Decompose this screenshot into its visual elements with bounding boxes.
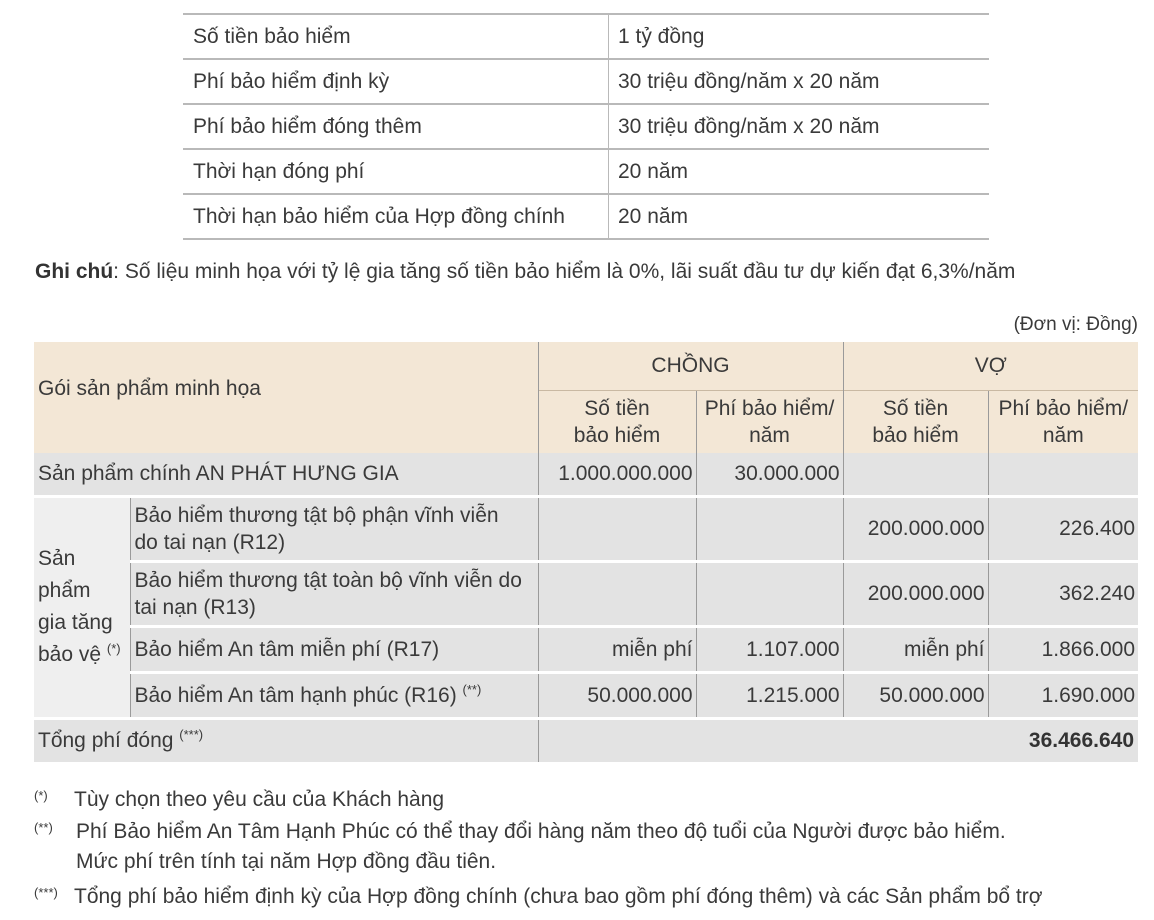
husband-header: CHỒNG [538,342,843,390]
rider-name [130,561,538,626]
rider-mark: (**) [462,681,482,697]
summary-row [183,59,989,104]
wife-sum-header [843,390,988,453]
rider-name-text: Bảo hiểm An tâm hạnh phúc (R16) [134,683,457,707]
main-product-label: Sản phẩm chính AN PHÁT HƯNG GIA [34,453,538,496]
footnote [34,885,1043,909]
rider-row [34,561,1138,626]
package-header [34,342,538,453]
rider-name [130,672,538,718]
group-line [38,639,126,671]
summary-value: 1 tỷ đồng [609,14,990,59]
summary-value: 20 năm [609,149,990,194]
header-line: Số tiền [882,396,949,420]
husband-sum: miễn phí [538,626,696,672]
husband-fee: 1.107.000 [696,626,843,672]
total-mark: (***) [179,727,204,743]
summary-label: Phí bảo hiểm định kỳ [183,59,609,104]
summary-label: Thời hạn đóng phí [183,149,609,194]
total-label [34,718,538,762]
footnote-mark: (***) [34,885,58,900]
footnote-text: Tổng phí bảo hiểm định kỳ của Hợp đồng chính (chưa bao gồm phí đóng thêm) và các Sản phẩm bổ trợ [74,885,1043,908]
table-header-row [34,342,1138,390]
group-line: gia tăng [38,611,113,634]
total-row [34,718,1138,762]
summary-row [183,104,989,149]
header-line: bảo hiểm [872,423,959,447]
wife-sum: 200.000.000 [843,561,988,626]
rider-name: Bảo hiểm An tâm miễn phí (R17) [130,626,538,672]
husband-sum [538,496,696,561]
summary-label: Phí bảo hiểm đóng thêm [183,104,609,149]
husband-sum: 50.000.000 [538,672,696,718]
unit-label: (Đơn vị: Đồng) [1013,314,1138,335]
summary-value: 30 triệu đồng/năm x 20 năm [609,59,990,104]
wife-fee: 1.690.000 [988,672,1138,718]
group-line: phẩm [38,579,91,602]
group-line-text: bảo vệ [38,643,102,666]
husband-sum-header [538,390,696,453]
wife-sum: miễn phí [843,626,988,672]
rider-row [34,496,1138,561]
header-line: Phí bảo hiểm/ [704,396,835,420]
note-label: Ghi chú [35,260,114,283]
rider-name-line: Bảo hiểm thương tật toàn bộ vĩnh viễn do [134,568,522,592]
total-label-text: Tổng phí đóng [38,729,174,753]
footnote-text: Mức phí trên tính tại năm Hợp đồng đầu tiên. [76,850,497,873]
summary-row [183,14,989,59]
note-text: : Số liệu minh họa với tỷ lệ gia tăng số tiền bảo hiểm là 0%, lãi suất đầu tư dự kiến đạt 6,3%/năm [113,260,1016,283]
summary-label: Số tiền bảo hiểm [183,14,609,59]
husband-fee: 1.215.000 [696,672,843,718]
summary-value: 30 triệu đồng/năm x 20 năm [609,104,990,149]
wife-fee: 226.400 [988,496,1138,561]
header-line: Phí bảo hiểm/ [998,396,1129,420]
rider-name-line: Bảo hiểm thương tật bộ phận vĩnh viễn [134,503,499,527]
husband-fee [696,561,843,626]
header-line: Số tiền [584,396,650,420]
summary-row [183,194,989,239]
husband-fee [696,496,843,561]
footnote-mark: (**) [34,820,53,835]
header-line: năm [1042,423,1084,447]
wife-sum: 50.000.000 [843,672,988,718]
rider-name-line: tai nạn (R13) [134,595,256,619]
illustration-note [35,260,1015,284]
header-line: bảo hiểm [573,423,661,447]
rider-group-label [34,496,130,718]
footnote-text: Tùy chọn theo yêu cầu của Khách hàng [74,788,445,811]
footnote [34,820,1006,874]
footnote [34,788,444,812]
main-product-row [34,453,1138,496]
footnote-text: Phí Bảo hiểm An Tâm Hạnh Phúc có thể thay đổi hàng năm theo độ tuổi của Người được bảo hiểm. [76,820,1006,843]
product-table [34,342,1138,762]
wife-fee: 1.866.000 [988,626,1138,672]
footnote-mark: (*) [34,788,48,803]
rider-name-line: do tai nạn (R12) [134,530,286,554]
summary-row [183,149,989,194]
summary-table [183,13,989,240]
summary-label: Thời hạn bảo hiểm của Hợp đồng chính [183,194,609,239]
wife-fee [988,453,1138,496]
wife-fee: 362.240 [988,561,1138,626]
header-line: năm [749,423,790,447]
husband-sum: 1.000.000.000 [538,453,696,496]
group-line: Sản [38,547,76,570]
husband-sum [538,561,696,626]
wife-fee-header [988,390,1138,453]
wife-sum: 200.000.000 [843,496,988,561]
rider-name [130,496,538,561]
rider-row [34,672,1138,718]
summary-value: 20 năm [609,194,990,239]
husband-fee: 30.000.000 [696,453,843,496]
total-amount: 36.466.640 [538,718,1138,762]
husband-fee-header [696,390,843,453]
rider-row [34,626,1138,672]
group-mark: (*) [106,641,121,656]
wife-sum [843,453,988,496]
package-header-label: Gói sản phẩm minh họa [38,377,261,400]
wife-header: VỢ [843,342,1138,390]
